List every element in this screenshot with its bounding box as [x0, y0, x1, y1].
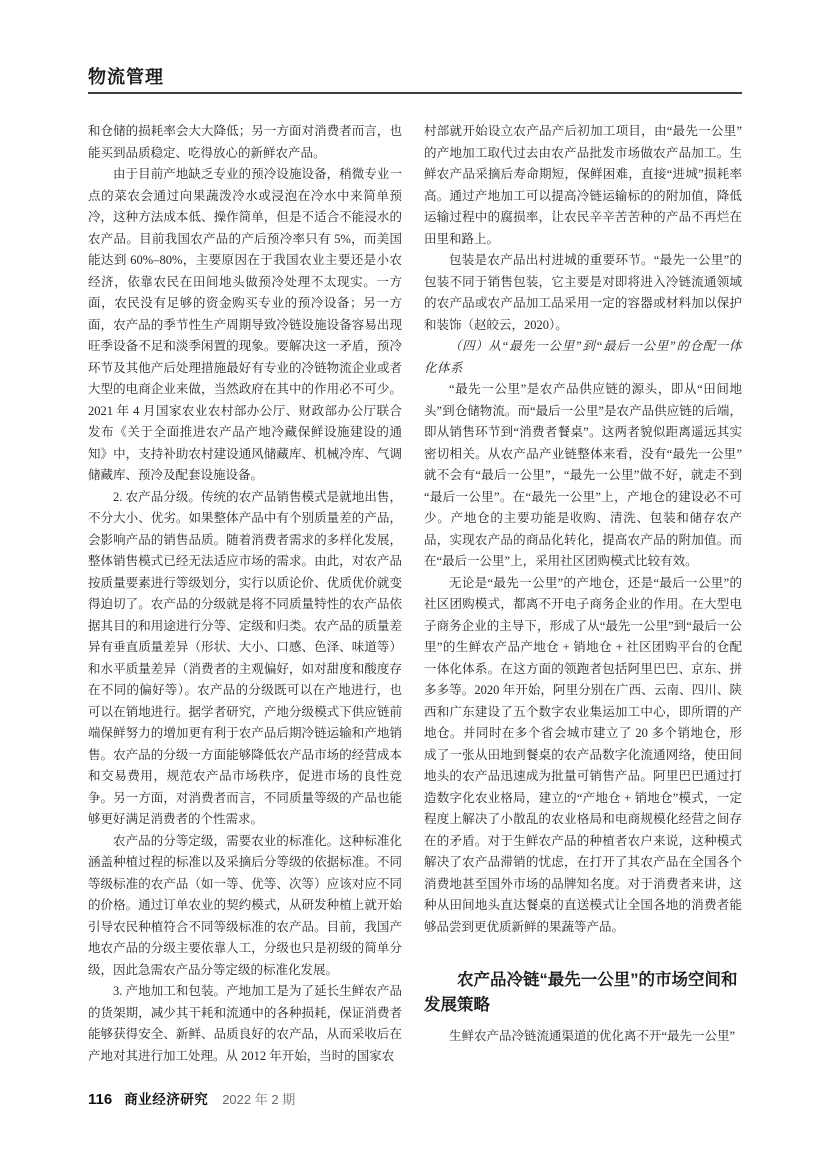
paragraph: 包装是农产品出村进城的重要环节。“最先一公里”的包装不同于销售包装，它主要是对即将进入冷链流通领域的农产品或农产品加工品采用一定的容器或材料加以保护和装饰（赵皎云，2020）。: [424, 253, 742, 332]
article-body: [88, 121, 742, 1067]
page-footer: [88, 1088, 295, 1108]
paragraph: 和仓储的损耗率会大大降低；另一方面对消费者而言，也能买到品质稳定、吃得放心的新鲜农产品。: [88, 124, 402, 160]
section-heading: 农产品冷链“最先一公里”的市场空间和发展策略: [424, 971, 738, 1014]
paragraph: 农产品的分等定级，需要农业的标准化。这种标准化涵盖种植过程的标准以及采摘后分等级的依据标准。不同等级标准的农产品（如一等、优等、次等）应该对应不同的价格。通过订单农业的契约模式，从研发种植上就开始引导农民种植符合不同等级标准的农产品。目前，我国产地农产品的分级主要依靠人工，分级也只是初级的简单分级，因此急需农产品分等定级的标准化发展。: [88, 833, 402, 977]
subsection-header: （四）从“最先一公里”到“最后一公里”的仓配一体化体系: [424, 339, 742, 375]
paragraph: “最先一公里”是农产品供应链的源头，即从“田间地头”到仓储物流。而“最后一公里”是农产品供应链的后端，即从销售环节到“消费者餐桌”。这两者貌似距离遥远其实密切相关。从农产品产业链整体来看，没有“最先一公里”就不会有“最后一公里”，“最先一公里”做不好，就走不到“最后一公里”。在“最先一公里”上，产地仓的建设必不可少。产地仓的主要功能是收购、清洗、包装和储存农产品，实现农产品的商品化转化，提高农产品的附加值。而在“最后一公里”上，采用社区团购模式比较有效。: [424, 382, 742, 568]
issue-label: 2022 年 2 期: [222, 1092, 296, 1107]
column-category-label: 物流管理: [88, 67, 164, 87]
journal-name: 商业经济研究: [124, 1092, 209, 1107]
left-column: [88, 121, 402, 1067]
paragraph: 由于目前产地缺乏专业的预冷设施设备，稍微专业一点的菜农会通过向果蔬泼冷水或浸泡在冷水中来简单预冷，这种方法成本低、操作简单，但是不适合不能浸水的农产品。目前我国农产品的产后预冷率只有 5%，而美国能达到 60%–80%，主要原因在于我国农业主要还是小农经济，依靠农民在田间地头做预冷处理不太现实。一方面，农民没有足够的资金购买专业的预冷设备；另一方面，农产品的季节性生产周期导致冷链设施设备容易出现旺季设备不足和淡季闲置的现象。要解决这一矛盾，预冷环节及其他产后处理措施最好有专业的冷链物流企业或者大型的电商企业来做，当然政府在其中的作用必不可少。2021 年 4 月国家农业农村部办公厅、财政部办公厅联合发布《关于全面推进农产品产地冷藏保鲜设施建设的通知》中，支持补助农村建设通风储藏库、机械冷库、气调储藏库、预冷及配套设施设备。: [88, 167, 402, 482]
paragraph: 2. 农产品分级。传统的农产品销售模式是就地出售，不分大小、优劣。如果整体产品中有个别质量差的产品，会影响产品的销售品质。随着消费者需求的多样化发展，整体销售模式已经无法适应市场的需求。由此，对农产品按质量要素进行等级划分，实行以质论价、优质优价就变得迫切了。农产品的分级就是将不同质量特性的农产品依据其目的和用途进行分等、定级和归类。农产品的质量差异有垂直质量差异（形状、大小、口感、色泽、味道等）和水平质量差异（消费者的主观偏好，如对甜度和酸度存在不同的偏好等）。农产品的分级既可以在产地进行，也可以在销地进行。据学者研究，产地分级模式下供应链前端保鲜努力的增加更有利于农产品后期冷链运输和产地销售。农产品的分级一方面能够降低农产品市场的经营成本和交易费用，规范农产品市场秩序，促进市场的良性竞争。另一方面，对消费者而言，不同质量等级的产品也能够更好满足消费者的个性需求。: [88, 489, 402, 826]
header-rule: [88, 92, 742, 94]
paragraph: 村部就开始设立农产品产后初加工项目，由“最先一公里”的产地加工取代过去由农产品批发市场做农产品加工。生鲜农产品采摘后寿命期短，保鲜困难，直接“进城”损耗率高。通过产地加工可以提高冷链运输标的的附加值，降低运输过程中的腐损率，让农民辛辛苦苦种的产品不再烂在田里和路上。: [424, 124, 742, 246]
page-header: [88, 66, 742, 94]
right-column: [424, 121, 742, 1067]
page-number: 116: [88, 1091, 113, 1108]
paragraph: 无论是“最先一公里”的产地仓，还是“最后一公里”的社区团购模式，都离不开电子商务企业的作用。在大型电子商务企业的主导下，形成了从“最先一公里”到“最后一公里”的生鲜农产品产地仓 + 销地仓 + 社区团购平台的仓配一体化体系。在这方面的领跑者包括阿里巴巴、京东、拼多多等。2020 年开始，阿里分别在广西、云南、四川、陕西和广东建设了五个数字农业集运加工中心，即所谓的产地仓。并同时在多个省会城市建立了 20 多个销地仓，形成了一张从田地到餐桌的农产品数字化流通网络，使田间地头的农产品迅速成为批量可销售产品。阿里巴巴通过打造数字化农业格局，建立的“产地仓 + 销地仓”模式，一定程度上解决了小散乱的农业格局和电商规模化经营之间存在的矛盾。对于生鲜农产品的种植者农户来说，这种模式解决了农产品滞销的忧虑，在打开了其农产品在全国各个消费地甚至国外市场的品牌知名度。对于消费者来讲，这种从田间地头直达餐桌的直送模式让全国各地的消费者能够品尝到更优质新鲜的果蔬等产品。: [424, 575, 742, 934]
paragraph: 3. 产地加工和包装。产地加工是为了延长生鲜农产品的货架期，减少其干耗和流通中的各种损耗，保证消费者能够获得安全、新鲜、品质良好的农产品，从而采收后在产地对其进行加工处理。从 2012 年开始，当时的国家农: [88, 984, 402, 1063]
paragraph: 生鲜农产品冷链流通渠道的优化离不开“最先一公里”: [449, 1029, 736, 1043]
